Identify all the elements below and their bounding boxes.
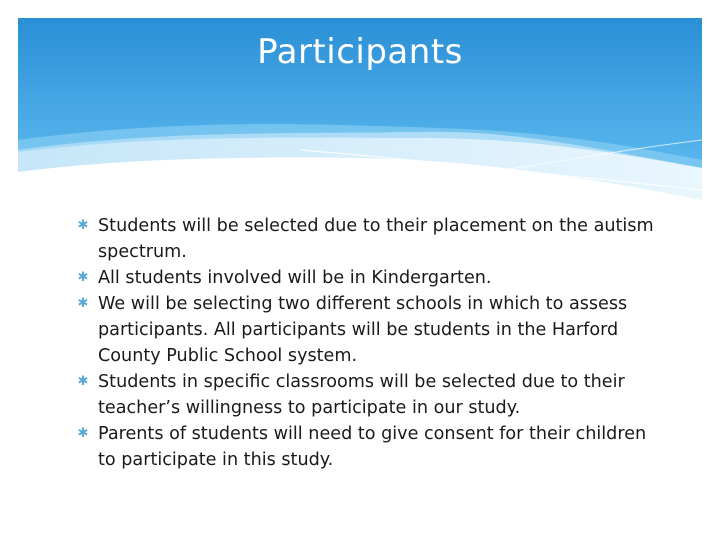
slide-title: Participants xyxy=(257,32,463,72)
list-item xyxy=(76,369,666,421)
bullet-text: Parents of students will need to give consent for their children to participate in this study. xyxy=(98,424,647,470)
asterisk-bullet-icon: ✱ xyxy=(77,218,89,233)
asterisk-bullet-icon: ✱ xyxy=(77,270,89,285)
bullet-text: We will be selecting two different schools in which to assess participants. All participants will be students in the Harford County Public School system. xyxy=(98,294,628,366)
list-item xyxy=(76,421,666,473)
asterisk-bullet-icon: ✱ xyxy=(77,296,89,311)
bullet-text: Students will be selected due to their placement on the autism spectrum. xyxy=(98,216,654,262)
asterisk-bullet-icon: ✱ xyxy=(77,426,89,441)
asterisk-bullet-icon: ✱ xyxy=(77,374,89,389)
bullet-text: All students involved will be in Kindergarten. xyxy=(98,268,492,288)
bullet-list xyxy=(76,213,666,473)
list-item xyxy=(76,291,666,369)
bullet-text: Students in specific classrooms will be selected due to their teacher’s willingness to participate in our study. xyxy=(98,372,625,418)
list-item xyxy=(76,213,666,265)
list-item xyxy=(76,265,666,291)
